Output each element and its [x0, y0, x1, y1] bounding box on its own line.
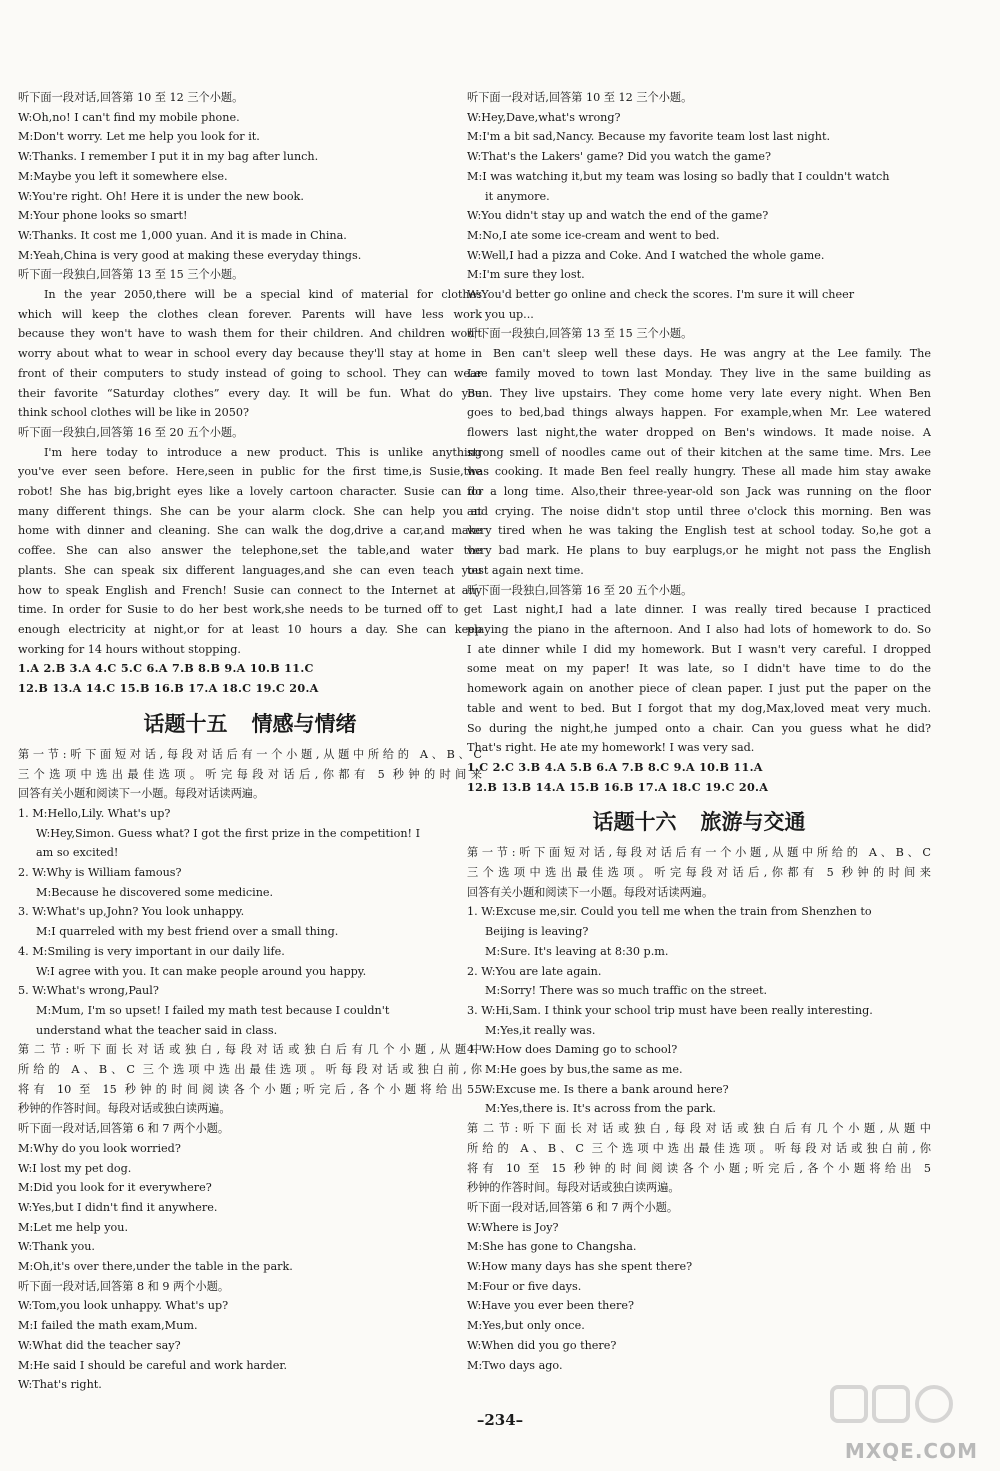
dialogue-line: M:Maybe you left it somewhere else. — [18, 169, 228, 183]
dialogue-line: W:How many days has she spent there? — [467, 1260, 693, 1274]
passage-line: So during the night,he jumped onto a chair. Can you guess what he did? — [467, 721, 931, 735]
dialogue-line: W:Yes,but I didn't find it anywhere. — [18, 1200, 218, 1214]
instruction-line: 第二节:听下面长对话或独白,每段对话或独白后有几个小题,从题中 — [18, 1043, 482, 1057]
dialogue-line: M:Sorry! There was so much traffic on the street. — [485, 984, 768, 998]
passage-line: I ate dinner while I did my homework. But I wasn't very careful. I dropped — [467, 642, 931, 656]
passage-line: Ben. They live upstairs. They come home very late every night. When Ben — [467, 386, 931, 400]
dialogue-line: 2. W:Why is William famous? — [18, 866, 182, 880]
dialogue-line: 5. W:Excuse me. Is there a bank around here? — [467, 1082, 729, 1096]
dialogue-line: M:Why do you look worried? — [18, 1141, 181, 1155]
passage-line: test again next time. — [467, 563, 584, 577]
dialogue-line: M:I was watching it,but my team was losing so badly that I couldn't watch — [467, 169, 890, 183]
instruction-line: 秒钟的作答时间。每段对话或独白读两遍。 — [467, 1181, 680, 1195]
instruction-line: 第二节:听下面长对话或独白,每段对话或独白后有几个小题,从题中 — [467, 1122, 931, 1136]
dialogue-line: am so excited! — [36, 846, 119, 860]
passage-line: worry about what to wear in school every day because they'll stay at home in — [18, 347, 482, 361]
dialogue-line: W:Have you ever been there? — [467, 1299, 634, 1313]
answer-key: 1.A 2.B 3.A 4.C 5.C 6.A 7.B 8.B 9.A 10.B 11.C — [18, 661, 314, 676]
topic-name: 情感与情绪 — [251, 711, 357, 736]
dialogue-line: W:Hey,Simon. Guess what? I got the first prize in the competition! I — [36, 826, 420, 840]
passage-line: how to speak English and French! Susie can connect to the Internet at any — [18, 583, 482, 597]
dialogue-line: M:No,I ate some ice-cream and went to bed. — [467, 228, 720, 242]
passage-line: their favorite “Saturday clothes” every day. It will be fun. What do you — [18, 386, 482, 400]
dialogue-line: M:Yeah,China is very good at making these everyday things. — [18, 248, 362, 262]
dialogue-line: M:I'm a bit sad,Nancy. Because my favorite team lost last night. — [467, 130, 831, 144]
dialogue-line: W:I agree with you. It can make people around you happy. — [36, 964, 367, 978]
dialogue-line: M:Four or five days. — [467, 1279, 582, 1293]
dialogue-line: W:When did you go there? — [467, 1338, 617, 1352]
dialogue-line: M:He said I should be careful and work harder. — [18, 1358, 288, 1372]
passage-line: time. In order for Susie to do her best work,she needs to be turned off to get — [18, 603, 482, 617]
topic-title — [18, 711, 482, 737]
passage-line: which will keep the clothes clean forever. Parents will have less work — [18, 307, 482, 321]
passage-line: home with dinner and cleaning. She can walk the dog,drive a car,and make — [18, 524, 482, 538]
instruction-line: 三个选项中选出最佳选项。听完每段对话后,你都有 5 秒钟的时间来 — [18, 767, 482, 781]
section-heading: 听下面一段独白,回答第 13 至 15 三个小题。 — [18, 268, 244, 282]
passage-line: for a long time. Also,their three-year-old son Jack was running on the floor — [467, 485, 931, 499]
dialogue-line: you up... — [485, 307, 534, 321]
dialogue-line: W:You're right. Oh! Here it is under the new book. — [18, 189, 304, 203]
passage-line: goes to bed,bad things always happen. For example,when Mr. Lee watered — [467, 406, 931, 420]
dialogue-line: M:Two days ago. — [467, 1358, 563, 1372]
instruction-line: 所给的 A、B、C 三个选项中选出最佳选项。听每段对话或独白前,你 — [18, 1063, 482, 1077]
passage-line: That's right. He ate my homework! I was very sad. — [467, 741, 755, 755]
answer-key: 12.B 13.A 14.C 15.B 16.B 17.A 18.C 19.C 20.A — [18, 681, 319, 696]
topic-title — [467, 809, 931, 835]
dialogue-line: M:I failed the math exam,Mum. — [18, 1319, 198, 1333]
dialogue-line: understand what the teacher said in class. — [36, 1023, 278, 1037]
dialogue-line: 4. W:How does Daming go to school? — [467, 1043, 678, 1057]
passage-line: In the year 2050,there will be a special kind of material for clothes — [44, 288, 482, 302]
instruction-line: 将有 10 至 15 秒钟的时间阅读各个小题;听完后,各个小题将给出 5 — [18, 1082, 482, 1096]
instruction-line: 回答有关小题和阅读下一小题。每段对话读两遍。 — [467, 885, 714, 899]
dialogue-line: M:I quarreled with my best friend over a small thing. — [36, 925, 339, 939]
section-heading: 听下面一段对话,回答第 6 和 7 两个小题。 — [467, 1200, 679, 1214]
dialogue-line: W:That's right. — [18, 1378, 102, 1392]
dialogue-line: M:Because he discovered some medicine. — [36, 885, 274, 899]
instruction-line: 将有 10 至 15 秒钟的时间阅读各个小题;听完后,各个小题将给出 5 — [467, 1161, 931, 1175]
watermark-text: MXQE.COM — [844, 1439, 978, 1463]
dialogue-line: M:Let me help you. — [18, 1220, 129, 1234]
instruction-line: 第一节:听下面短对话,每段对话后有一个小题,从题中所给的 A、B、C — [18, 747, 482, 761]
dialogue-line: W:Oh,no! I can't find my mobile phone. — [18, 110, 240, 124]
instruction-line: 三个选项中选出最佳选项。听完每段对话后,你都有 5 秒钟的时间来 — [467, 866, 931, 880]
dialogue-line: M:Yes,but only once. — [467, 1319, 585, 1333]
answer-key: 12.B 13.B 14.A 15.B 16.B 17.A 18.C 19.C 20.A — [467, 779, 769, 794]
section-heading: 听下面一段对话,回答第 10 至 12 三个小题。 — [467, 91, 693, 104]
left-column — [18, 88, 482, 1395]
right-column — [467, 88, 931, 1375]
section-heading: 听下面一段对话,回答第 10 至 12 三个小题。 — [18, 91, 244, 104]
passage-line: enough electricity at night,or for at least 10 hours a day. She can keep — [18, 622, 482, 636]
topic-name: 旅游与交通 — [700, 810, 806, 835]
dialogue-line: M:She has gone to Changsha. — [467, 1240, 637, 1254]
dialogue-line: 3. W:What's up,John? You look unhappy. — [18, 905, 245, 919]
passage-line: and crying. The noise didn't stop until three o'clock this morning. Ben was — [467, 504, 931, 518]
dialogue-line: W:Hey,Dave,what's wrong? — [467, 110, 621, 124]
dialogue-line: M:Yes,it really was. — [485, 1023, 596, 1037]
topic-number: 话题十六 — [592, 810, 677, 835]
dialogue-line: W:Thanks. It cost me 1,000 yuan. And it is made in China. — [18, 228, 347, 242]
passage-line: robot! She has big,bright eyes like a lovely cartoon character. Susie can do — [18, 485, 482, 499]
answer-key: 1.C 2.C 3.B 4.A 5.B 6.A 7.B 8.C 9.A 10.B 11.A — [467, 759, 763, 774]
section-heading: 听下面一段独白,回答第 13 至 15 三个小题。 — [467, 327, 693, 341]
dialogue-line: W:Where is Joy? — [467, 1220, 559, 1234]
page-number: –234– — [476, 1411, 524, 1429]
dialogue-line: W:That's the Lakers' game? Did you watch the game? — [467, 150, 772, 164]
dialogue-line: W:Thanks. I remember I put it in my bag after lunch. — [18, 150, 319, 164]
dialogue-line: W:Thank you. — [18, 1240, 95, 1254]
section-heading: 听下面一段对话,回答第 6 和 7 两个小题。 — [18, 1122, 230, 1136]
dialogue-line: M:Sure. It's leaving at 8:30 p.m. — [485, 944, 669, 958]
dialogue-line: M:Did you look for it everywhere? — [18, 1181, 212, 1195]
dialogue-line: 2. W:You are late again. — [467, 964, 602, 978]
passage-line: homework again on another piece of clean paper. I just put the paper on the — [467, 682, 931, 696]
passage-line: Ben can't sleep well these days. He was angry at the Lee family. The — [493, 347, 931, 361]
dialogue-line: M:Mum, I'm so upset! I failed my math test because I couldn't — [36, 1003, 390, 1017]
passage-line: plants. She can speak six different languages,and she can even teach you — [18, 563, 482, 577]
dialogue-line: 5. W:What's wrong,Paul? — [18, 984, 159, 998]
dialogue-line: W:Well,I had a pizza and Coke. And I watched the whole game. — [467, 248, 825, 262]
instruction-line: 第一节:听下面短对话,每段对话后有一个小题,从题中所给的 A、B、C — [467, 846, 931, 860]
dialogue-line: W:You'd better go online and check the scores. I'm sure it will cheer — [467, 288, 855, 302]
passage-line: playing the piano in the afternoon. And I also had lots of homework to do. So — [467, 622, 931, 636]
instruction-line: 秒钟的作答时间。每段对话或独白读两遍。 — [18, 1102, 231, 1116]
section-heading: 听下面一段独白,回答第 16 至 20 五个小题。 — [467, 583, 693, 597]
dialogue-line: it anymore. — [485, 189, 550, 203]
section-heading: 听下面一段独白,回答第 16 至 20 五个小题。 — [18, 425, 244, 439]
passage-line: flowers last night,the water dropped on Ben's windows. It made noise. A — [467, 425, 931, 439]
passage-line: strong smell of noodles came out of their kitchen at the same time. Mrs. Lee — [467, 445, 931, 459]
passage-line: very tired when he was taking the English test at school today. So,he got a — [467, 524, 931, 538]
passage-line: I'm here today to introduce a new product. This is unlike anything — [44, 445, 482, 459]
dialogue-line: 1. M:Hello,Lily. What's up? — [18, 806, 171, 820]
passage-line: coffee. She can also answer the telephone,set the table,and water the — [18, 544, 482, 558]
passage-line: was cooking. It made Ben feel really hungry. These all made him stay awake — [467, 465, 931, 479]
instruction-line: 所给的 A、B、C 三个选项中选出最佳选项。听每段对话或独白前,你 — [467, 1141, 931, 1155]
instruction-line: 回答有关小题和阅读下一小题。每段对话读两遍。 — [18, 787, 265, 801]
dialogue-line: M:Don't worry. Let me help you look for it. — [18, 130, 260, 144]
passage-line: many different things. She can be your alarm clock. She can help you at — [18, 504, 482, 518]
passage-line: Lee family moved to town last Monday. They live in the same building as — [467, 366, 931, 380]
dialogue-line: W:You didn't stay up and watch the end of the game? — [467, 209, 769, 223]
dialogue-line: Beijing is leaving? — [485, 925, 589, 939]
dialogue-line: W:Tom,you look unhappy. What's up? — [18, 1299, 229, 1313]
dialogue-line: M:Yes,there is. It's across from the park. — [485, 1102, 716, 1116]
passage-line: you've ever seen before. Here,seen in public for the first time,is Susie,the — [18, 465, 482, 479]
dialogue-line: M:I'm sure they lost. — [467, 268, 585, 282]
dialogue-line: M:Your phone looks so smart! — [18, 209, 188, 223]
passage-line: some meat on my paper! It was late, so I didn't have time to do the — [467, 662, 931, 676]
dialogue-line: W:I lost my pet dog. — [18, 1161, 132, 1175]
dialogue-line: W:What did the teacher say? — [18, 1338, 181, 1352]
passage-line: working for 14 hours without stopping. — [18, 642, 241, 656]
passage-line: think school clothes will be like in 2050? — [18, 406, 249, 420]
passage-line: because they won't have to wash them for their children. And children won't — [18, 327, 482, 341]
passage-line: table and went to bed. But I forgot that my dog,Max,loved meat very much. — [467, 701, 931, 715]
section-heading: 听下面一段对话,回答第 8 和 9 两个小题。 — [18, 1279, 230, 1293]
dialogue-line: 4. M:Smiling is very important in our daily life. — [18, 944, 285, 958]
topic-number: 话题十五 — [143, 711, 228, 736]
passage-line: Last night,I had a late dinner. I was really tired because I practiced — [493, 603, 931, 617]
dialogue-line: 1. W:Excuse me,sir. Could you tell me when the train from Shenzhen to — [467, 905, 872, 919]
dialogue-line: M:Oh,it's over there,under the table in the park. — [18, 1260, 293, 1274]
dialogue-line: M:He goes by bus,the same as me. — [485, 1063, 683, 1077]
dialogue-line: 3. W:Hi,Sam. I think your school trip must have been really interesting. — [467, 1003, 873, 1017]
passage-line: very bad mark. He plans to buy earplugs,or he might not pass the English — [467, 544, 931, 558]
passage-line: front of their computers to study instead of going to school. They can wear — [18, 366, 482, 380]
